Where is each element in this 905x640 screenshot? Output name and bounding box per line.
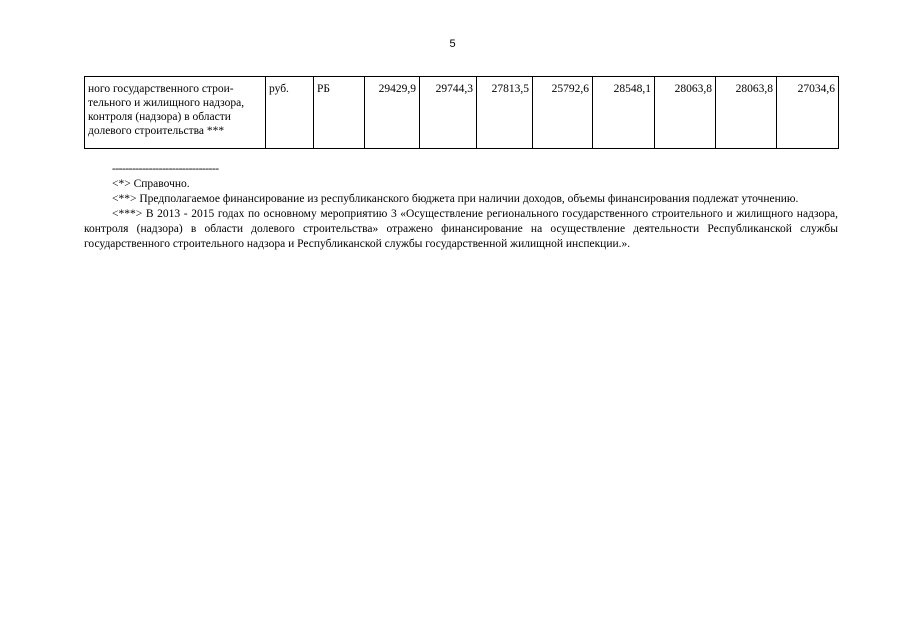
table-row (85, 77, 839, 149)
page-number: 5 (449, 38, 456, 50)
financing-table (84, 76, 839, 149)
value-cell: 27813,5 (477, 77, 533, 149)
footnotes (84, 162, 838, 252)
value-cell: 25792,6 (533, 77, 593, 149)
value-cell: 29744,3 (420, 77, 477, 149)
footnote-separator: -------------------------------- (112, 163, 219, 175)
footnote-reference: <*> Справочно. (112, 178, 190, 190)
value-cell: 28548,1 (593, 77, 655, 149)
value-cell: 28063,8 (716, 77, 777, 149)
value-cell: 27034,6 (777, 77, 839, 149)
source-cell: РБ (314, 77, 365, 149)
value-cell: 28063,8 (655, 77, 716, 149)
value-cell: 29429,9 (365, 77, 420, 149)
unit-cell: руб. (266, 77, 314, 149)
footnote-activity: <***> В 2013 - 2015 годах по основному мероприятию 3 «Осуществление регионального государственного строительного и жилищного надзора, контроля (надзора) в области долевого строительства» отражено финансирование на осуществление деятельности Республиканской службы государственного строительного надзора и Республиканской службы государственной жилищной инспекции.». (84, 208, 838, 250)
footnote-financing: <**> Предполагаемое финансирование из республиканского бюджета при наличии доходов, объемы финансирования подлежат уточнению. (112, 193, 799, 205)
row-name-cell: ного государственного строи-тельного и жилищного надзора, контроля (надзора) в области долевого строительства *** (85, 77, 266, 149)
